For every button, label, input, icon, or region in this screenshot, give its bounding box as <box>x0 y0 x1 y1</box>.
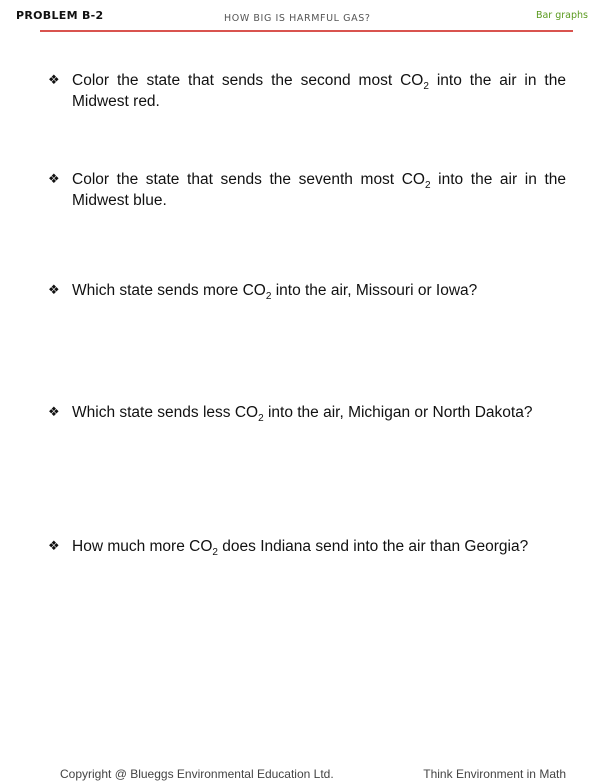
question-4 <box>48 402 566 423</box>
bullet-icon: ❖ <box>48 539 60 554</box>
question-3 <box>48 280 566 301</box>
bullet-icon: ❖ <box>48 73 60 88</box>
series-name: Think Environment in Math <box>423 767 566 781</box>
bullet-icon: ❖ <box>48 283 60 298</box>
worksheet-title: HOW BIG IS HARMFUL GAS? <box>224 13 371 24</box>
question-text: Which state sends less $CO_2$ into the air, Michigan or North Dakota? <box>72 404 533 425</box>
copyright-text: Copyright @ Blueggs Environmental Education Ltd. <box>60 767 334 781</box>
bullet-icon: ❖ <box>48 172 60 187</box>
question-text: How much more $CO_2$ does Indiana send into the air than Georgia? <box>72 538 529 559</box>
question-text: Color the state that sends the seventh most $CO_2$ into the air in the Midwest blue. <box>72 171 566 209</box>
topic-label: Bar graphs <box>535 10 588 21</box>
question-1 <box>48 70 566 112</box>
question-5 <box>48 536 566 557</box>
problem-label: PROBLEM B-2 <box>16 9 104 22</box>
question-2 <box>48 169 566 211</box>
header-divider <box>40 30 573 32</box>
question-text: Which state sends more $CO_2$ into the air, Missouri or Iowa? <box>72 282 478 303</box>
question-text: Color the state that sends the second most $CO_2$ into the air in the Midwest red. <box>72 72 566 110</box>
bullet-icon: ❖ <box>48 405 60 420</box>
